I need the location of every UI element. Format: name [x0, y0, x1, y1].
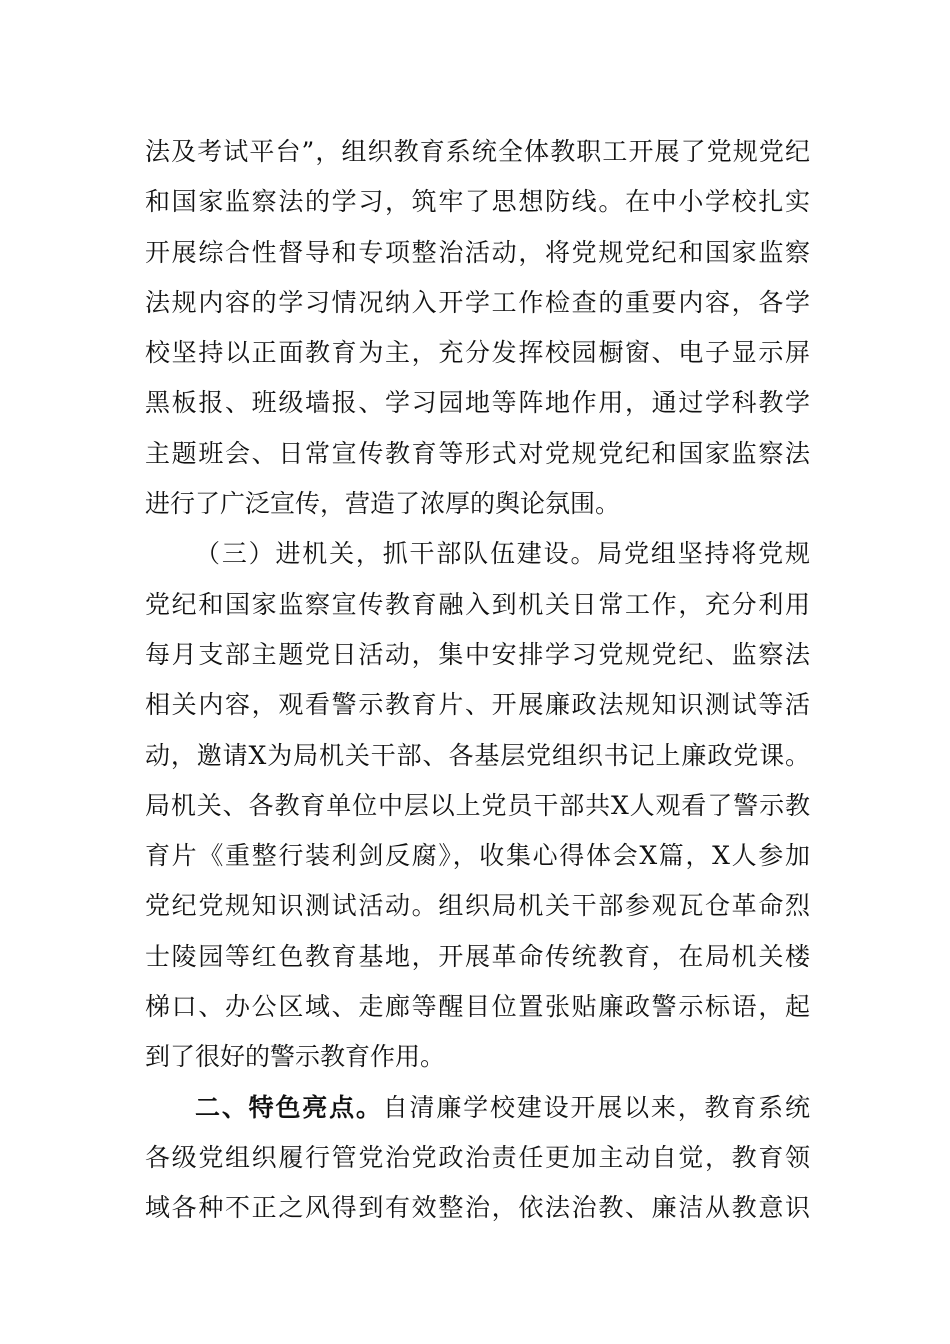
- text-line: 各级党组织履行管党治党政治责任更加主动自觉，教育领: [145, 1142, 810, 1172]
- text-line: 育片《重整行装利剑反腐》，收集心得体会X篇，X人参加: [145, 841, 810, 871]
- text-line: 党纪和国家监察宣传教育融入到机关日常工作，充分利用: [145, 589, 810, 619]
- text-line: 校坚持以正面教育为主，充分发挥校园橱窗、电子显示屏: [145, 338, 810, 368]
- text-line: （三）进机关，抓干部队伍建设。局党组坚持将党规: [195, 539, 810, 569]
- paragraph-2: [145, 529, 810, 1082]
- text-line: 到了很好的警示教育作用。: [145, 1042, 446, 1072]
- text-line: 黑板报、班级墙报、学习园地等阵地作用，通过学科教学: [145, 388, 810, 418]
- text-line: 党纪党规知识测试活动。组织局机关干部参观瓦仓革命烈: [145, 891, 810, 921]
- text-line: 域各种不正之风得到有效整治，依法治教、廉洁从教意识: [145, 1193, 810, 1223]
- text-line: 和国家监察法的学习，筑牢了思想防线。在中小学校扎实: [145, 187, 810, 217]
- text-line: 动，邀请X为局机关干部、各基层党组织书记上廉政党课。: [145, 740, 810, 770]
- text-line: 开展综合性督导和专项整治活动，将党规党纪和国家监察: [145, 237, 810, 267]
- text-line: 相关内容，观看警示教育片、开展廉政法规知识测试等活: [145, 690, 810, 720]
- text-line: 法及考试平台”，组织教育系统全体教职工开展了党规党纪: [145, 137, 810, 166]
- document-body: [145, 127, 810, 1234]
- text-line: 梯口、办公区域、走廊等醒目位置张贴廉政警示标语，起: [145, 992, 810, 1022]
- text-run: 自清廉学校建设开展以来，教育系统: [382, 1092, 810, 1122]
- text-line: [145, 1083, 810, 1133]
- paragraph-1: [145, 127, 810, 529]
- text-line: 进行了广泛宣传，营造了浓厚的舆论氛围。: [145, 489, 621, 519]
- text-line: 主题班会、日常宣传教育等形式对党规党纪和国家监察法: [145, 438, 810, 468]
- section-heading: 二、特色亮点。: [195, 1092, 383, 1122]
- text-line: 每月支部主题党日活动，集中安排学习党规党纪、监察法: [145, 639, 810, 669]
- text-line: 法规内容的学习情况纳入开学工作检查的重要内容，各学: [145, 287, 810, 317]
- text-line: 士陵园等红色教育基地，开展革命传统教育，在局机关楼: [145, 941, 810, 971]
- text-line: 局机关、各教育单位中层以上党员干部共X人观看了警示教: [145, 790, 810, 820]
- paragraph-3: [145, 1083, 810, 1234]
